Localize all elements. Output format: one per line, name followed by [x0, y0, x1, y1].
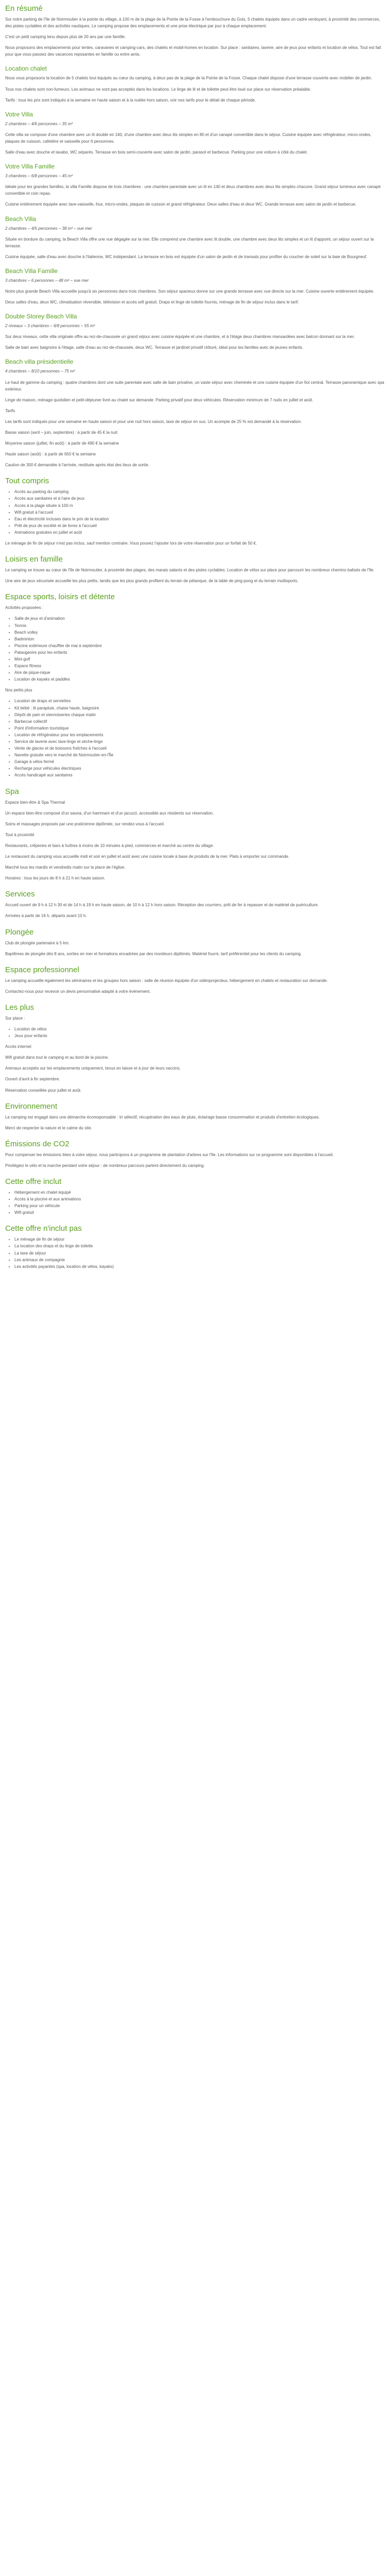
section-offer-includes [5, 1177, 386, 1216]
section-subtitle: 2 chambres – 4/6 personnes – 35 m² [5, 121, 73, 126]
tarifs-line: Haute saison (août) : à partir de 650 € la semaine [5, 452, 96, 457]
section-offer-excludes [5, 1224, 386, 1269]
list-item: • Accès aux sanitaires et à l'aire de jeux [14, 495, 386, 502]
list-item: • Parking pour un véhicule [14, 1202, 386, 1209]
list-item: • Barbecue collectif [14, 718, 386, 725]
section-paragraph: Animaux acceptés sur les emplacements uniquement, tenus en laisse et à jour de leurs vaccins. [5, 1066, 181, 1071]
section-paragraph: Idéale pour les grandes familles, la villa Famille dispose de trois chambres : une chambre parentale avec un lit en 140 et deux chambres avec deux lits simples chacune. Grand séjour lumineux avec canapé convertible et coin repas. [5, 184, 381, 196]
list-item: • Location de réfrigérateur pour les emplacements [14, 732, 386, 738]
section-subtitle: 2 niveaux – 3 chambres – 6/8 personnes – 55 m² [5, 324, 95, 329]
section-title: Location chalet [5, 65, 47, 73]
section-subtitle: Espace bien-être & Spa Thermal [5, 800, 65, 805]
section-location [5, 65, 386, 103]
section-note: Réservation conseillée pour juillet et août. [5, 1088, 82, 1093]
section-title: Cette offre inclut [5, 1177, 61, 1186]
section-title: Services [5, 890, 35, 899]
section-environnement [5, 1102, 386, 1131]
list-item: • Animations gratuites en juillet et août [14, 529, 386, 536]
section-title: Votre Villa [5, 110, 33, 118]
list-item: • Point d'information touristique [14, 725, 386, 732]
section-title: Espace professionnel [5, 965, 79, 974]
section-paragraph: Un espace bien-être composé d'un sauna, d'un hammam et d'un jacuzzi, accessible aux résidents sur réservation. [5, 810, 214, 816]
section-paragraph: Cuisine équipée, salle d'eau avec douche à l'italienne, WC indépendant. La terrasse en bois est équipée d'un salon de jardin et de transats pour profiter du coucher de soleil sur la baie de Bourgneuf. [5, 254, 367, 259]
section-paragraph: Marché tous les mardis et vendredis matin sur la place de l'église. [5, 865, 126, 870]
section-title: Double Storey Beach Villa [5, 313, 77, 320]
intro-paragraph: C'est un petit camping tenu depuis plus de 20 ans par une famille. [5, 35, 126, 40]
section-villa-famille [5, 163, 386, 208]
section-paragraph: Linge de maison, ménage quotidien et petit-déjeuner livré au chalet sur demande. Parking privatif pour deux véhicules. Réservation minimum de 7 nuits en juillet et août. [5, 397, 314, 402]
list-item: • Dépôt de pain et viennoiseries chaque matin [14, 711, 386, 718]
section-paragraph: Pour compenser les émissions liées à votre séjour, nous participons à un programme de plantation d'arbres sur l'île. Les informations sur ce programme sont disponibles à l'accueil. [5, 1152, 334, 1157]
page-content [0, 0, 391, 1284]
section-tarifs [5, 408, 386, 469]
tarifs-line: Basse saison (avril – juin, septembre) : à partir de 45 € la nuit [5, 430, 118, 435]
section-paragraph: Ouvert d'avril à fin septembre. [5, 1077, 60, 1082]
list-item: • Location de vélos [14, 1026, 386, 1032]
section-title: Votre Villa Famille [5, 163, 55, 171]
section-title: Environnement [5, 1101, 57, 1111]
list-item: • Prêt de jeux de société et de livres à l'accueil [14, 522, 386, 529]
list-item: • Accès à la piscine et aux animations [14, 1196, 386, 1202]
list-item: • Salle de jeux et d'animation [14, 615, 386, 622]
section-paragraph: Sur deux niveaux, cette villa originale offre au rez-de-chaussée un grand séjour avec cuisine équipée et une chambre, et à l'étage deux chambres mansardées avec balcon donnant sur la mer. [5, 334, 355, 340]
list-item: • Piscine extérieure chauffée de mai à septembre [14, 642, 386, 649]
list-item: • Les animaux de compagnie [14, 1257, 386, 1263]
section-note: Horaires : tous les jours de 8 h à 21 h en haute saison. [5, 876, 105, 881]
tarifs-intro: Les tarifs sont indiqués pour une semaine en haute saison et pour une nuit hors saison, taxe de séjour en sus. Un acompte de 25 % est demandé à la réservation. [5, 419, 302, 424]
section-plongee [5, 928, 386, 957]
section-espace-sports [5, 592, 386, 683]
list-item: • Wifi gratuit [14, 1209, 386, 1216]
section-tout-compris [5, 477, 386, 547]
section-loisirs-famille [5, 555, 386, 584]
section-beach-villa [5, 215, 386, 260]
list-item: • Vente de glaces et de boissons fraîches à l'accueil [14, 745, 386, 752]
list-item: • Eau et électricité incluses dans le prix de la location [14, 516, 386, 522]
section-paragraph: Privilégiez le vélo et la marche pendant votre séjour : de nombreux parcours partent directement du camping. [5, 1163, 205, 1168]
section-intro: Sur place : [5, 1015, 25, 1021]
section-restauration [5, 832, 386, 882]
section-title: Les plus [5, 1003, 34, 1012]
list-item: • Badminton [14, 636, 386, 642]
tarifs-title: Tarifs [5, 408, 15, 413]
list-item: • Tennis [14, 622, 386, 629]
section-title: Cette offre n'inclut pas [5, 1224, 82, 1233]
section-paragraph: Tarifs : tous les prix sont indiqués à la semaine en haute saison et à la nuitée hors saison, voir nos tarifs pour le détail de chaque période. [5, 97, 256, 103]
tarifs-note: Caution de 300 € demandée à l'arrivée, restituée après état des lieux de sortie. [5, 463, 150, 468]
section-paragraph: Nous vous proposons la location de 5 chalets tout équipés au cœur du camping, à deux pas de la plage de la Pointe de la Fosse. Chaque chalet dispose d'une terrasse couverte avec mobilier de jardin. [5, 76, 372, 81]
section-paragraph: Cuisine entièrement équipée avec lave-vaisselle, four, micro-ondes, plaques de cuisson et grand réfrigérateur. Deux salles d'eau et deux WC. Grande terrasse avec salon de jardin et barbecue. [5, 202, 357, 207]
offer-includes-list [5, 1189, 386, 1216]
section-paragraph: Tous nos chalets sont non-fumeurs. Les animaux ne sont pas acceptés dans les locations. Le linge de lit et de toilette peut être loué sur place sur réservation préalable. [5, 87, 312, 92]
section-beach-villa-famille [5, 267, 386, 306]
list-item: • Le ménage de fin de séjour [14, 1236, 386, 1243]
section-services [5, 890, 386, 919]
intro-section [5, 4, 386, 58]
activities-list [5, 615, 386, 683]
section-line: Accès internet [5, 1044, 31, 1049]
section-title: Spa [5, 787, 19, 796]
section-subtitle: 2 chambres – 4/5 personnes – 38 m² – vue mer [5, 226, 92, 231]
intro-title: En résumé [5, 4, 43, 13]
section-paragraph: Située en bordure du camping, la Beach Villa offre une vue dégagée sur la mer. Elle comprend une chambre avec lit double, une chambre avec deux lits simples et un lit d'appoint, un séjour ouvert sur la terrasse. [5, 236, 374, 248]
section-intro: Nos petits plus [5, 688, 32, 693]
list-item: • Service de laverie avec lave-linge et sèche-linge [14, 738, 386, 745]
section-paragraph: Wifi gratuit dans tout le camping et au bord de la piscine. [5, 1055, 109, 1060]
list-item: • Wifi gratuit à l'accueil [14, 509, 386, 516]
section-co2 [5, 1140, 386, 1169]
section-paragraph: Cette villa se compose d'une chambre avec un lit double en 140, d'une chambre avec deux lits simples en 80 et d'un canapé convertible dans le séjour. Cuisine équipée avec réfrigérateur, micro-ondes, plaques de cuisson, cafetière et vaisselle pour 6 personnes. [5, 132, 371, 144]
section-note: Arrivées à partir de 16 h, départs avant 10 h. [5, 913, 87, 919]
list-item: • Garage à vélos fermé [14, 758, 386, 765]
list-item: • Navette gratuite vers le marché de Noirmoutier-en-l'Île [14, 752, 386, 758]
extras-list [5, 698, 386, 778]
list-item: • Kit bébé : lit parapluie, chaise haute, baignoire [14, 705, 386, 711]
section-title: Tout compris [5, 477, 50, 486]
intro-paragraph: Nous proposons des emplacements pour tentes, caravanes et camping-cars, des chalets et mobil-homes en location. Sur place : sanitaires, laverie, aire de jeux pour enfants et location de vélos. Tout est fait pour que vous passiez des vacances reposantes en famille ou entre amis. [5, 45, 381, 57]
section-intro: Club de plongée partenaire à 5 km. [5, 940, 70, 945]
section-title: Beach villa présidentielle [5, 358, 74, 366]
section-title: Plongée [5, 927, 34, 937]
section-paragraph: Le camping se trouve au cœur de l'île de Noirmoutier, à proximité des plages, des marais salants et des pistes cyclables. Location de vélos sur place pour parcourir les nombreux chemins balisés de l'île. [5, 568, 374, 573]
section-paragraph: Accueil ouvert de 9 h à 12 h 30 et de 14 h à 19 h en haute saison, de 10 h à 12 h hors saison. Réception des courriers, prêt de fer à repasser et de matériel de puériculture. [5, 903, 319, 908]
section-paragraph: Restaurants, crêperies et bars à huîtres à moins de 10 minutes à pied, commerces et marché au centre du village. [5, 843, 214, 848]
section-note: Le ménage de fin de séjour n'est pas inclus, sauf mention contraire. Vous pouvez l'ajouter lors de votre réservation pour un forfait de 50 €. [5, 541, 257, 546]
intro-paragraph: Sur notre parking de l'île de Noirmoutier à la pointe du village, à 100 m de la plage de la Pointe de la Fosse à l'embouchure du Gois, 5 chalets équipés dans un cadre verdoyant, à proximité des commerces, des pistes cyclables et des activités nautiques. Le camping propose des emplacements et une prise électrique par jour à chaque emplacement. [5, 17, 381, 29]
section-subtitle: 3 chambres – 6 personnes – 48 m² – vue mer [5, 278, 89, 283]
list-item: • Beach volley [14, 629, 386, 636]
section-title: Émissions de CO2 [5, 1139, 70, 1148]
section-paragraph: Merci de respecter la nature et le calme du site. [5, 1125, 92, 1130]
section-title: Loisirs en famille [5, 555, 63, 564]
section-paragraph: Le restaurant du camping vous accueille midi et soir en juillet et août avec une cuisine locale à base de produits de la mer. Plats à emporter sur commande. [5, 854, 289, 859]
section-title: Beach Villa [5, 215, 36, 223]
list-item: • Accès à la plage située à 100 m [14, 502, 386, 509]
section-paragraph: Le haut de gamme du camping : quatre chambres dont une suite parentale avec salle de bain privative, un vaste séjour avec cheminée et une cuisine équipée d'un îlot central. Terrasse panoramique avec spa extérieur. [5, 380, 384, 392]
section-presidentielle [5, 358, 386, 403]
onsite-list [5, 1026, 386, 1039]
section-paragraph: Baptêmes de plongée dès 8 ans, sorties en mer et formations encadrées par des moniteurs diplômés. Matériel fourni, tarif préférentiel pour les clients du camping. [5, 951, 302, 956]
section-petits-plus [5, 687, 386, 778]
section-paragraph: Une aire de jeux sécurisée accueille les plus petits, tandis que les plus grands profitent du terrain de pétanque, de la table de ping-pong et du terrain multisports. [5, 579, 299, 584]
section-paragraph: Contactez-nous pour recevoir un devis personnalisé adapté à votre événement. [5, 989, 151, 994]
list-item: • Les activités payantes (spa, location de vélos, kayaks) [14, 1263, 386, 1270]
section-intro: Tout à proximité [5, 832, 35, 837]
list-item: • Recharge pour véhicules électriques [14, 765, 386, 772]
section-intro: Activités proposées : [5, 605, 43, 611]
section-spa [5, 787, 386, 827]
list-item: • Espace fitness [14, 663, 386, 669]
section-paragraph: Le camping accueille également les séminaires et les groupes hors saison : salle de réunion équipée d'un vidéoprojecteur, hébergement en chalets et restauration sur demande. [5, 978, 328, 983]
list-item: • La location des draps et du linge de toilette [14, 1243, 386, 1249]
list-item: • Hébergement en chalet équipé [14, 1189, 386, 1196]
list-item: • Accès handicapé aux sanitaires [14, 772, 386, 778]
section-paragraph: Deux salles d'eau, deux WC, climatisation réversible, télévision et accès wifi gratuit. Draps et linge de toilette fournis, ménage de fin de séjour inclus dans le tarif. [5, 300, 299, 305]
section-subtitle: 3 chambres – 6/8 personnes – 45 m² [5, 174, 73, 179]
section-subtitle: 4 chambres – 8/10 personnes – 75 m² [5, 369, 75, 374]
section-double-storey [5, 313, 386, 351]
list-item: • Jeux pour enfants [14, 1032, 386, 1039]
tarifs-line: Moyenne saison (juillet, fin août) : à partir de 490 € la semaine [5, 441, 119, 446]
list-item: • Accès au parking du camping [14, 488, 386, 495]
section-title: Espace sports, loisirs et détente [5, 592, 115, 602]
section-paragraph: Notre plus grande Beach Villa accueille jusqu'à six personnes dans trois chambres. Son séjour spacieux donne sur une grande terrasse avec vue directe sur la mer. Cuisine ouverte entièrement équipée. [5, 289, 374, 294]
section-paragraph: Salle d'eau avec douche et lavabo, WC séparés. Terrasse en bois semi-couverte avec salon de jardin, parasol et barbecue. Parking pour une voiture à côté du chalet. [5, 150, 308, 155]
list-item: • Location de draps et serviettes [14, 698, 386, 704]
list-item: • La taxe de séjour [14, 1250, 386, 1257]
list-item: • Mini-golf [14, 656, 386, 663]
list-item: • Pataugeoire pour les enfants [14, 649, 386, 656]
list-item: • Aire de pique-nique [14, 669, 386, 676]
section-villa [5, 111, 386, 156]
section-les-plus [5, 1003, 386, 1094]
section-professionnel [5, 965, 386, 995]
section-title: Beach Villa Famille [5, 267, 58, 275]
section-paragraph: Le camping est engagé dans une démarche écoresponsable : tri sélectif, récupération des eaux de pluie, éclairage basse consommation et produits d'entretien écologiques. [5, 1114, 320, 1120]
list-item: • Location de kayaks et paddles [14, 676, 386, 683]
section-paragraph: Salle de bain avec baignoire à l'étage, salle d'eau au rez-de-chaussée, deux WC. Terrasse et jardinet privatif clôturé, idéal pour les familles avec de jeunes enfants. [5, 345, 303, 350]
offer-excludes-list [5, 1236, 386, 1269]
section-paragraph: Soins et massages proposés par une praticienne diplômée, sur rendez-vous à l'accueil. [5, 821, 165, 826]
included-list [5, 488, 386, 536]
